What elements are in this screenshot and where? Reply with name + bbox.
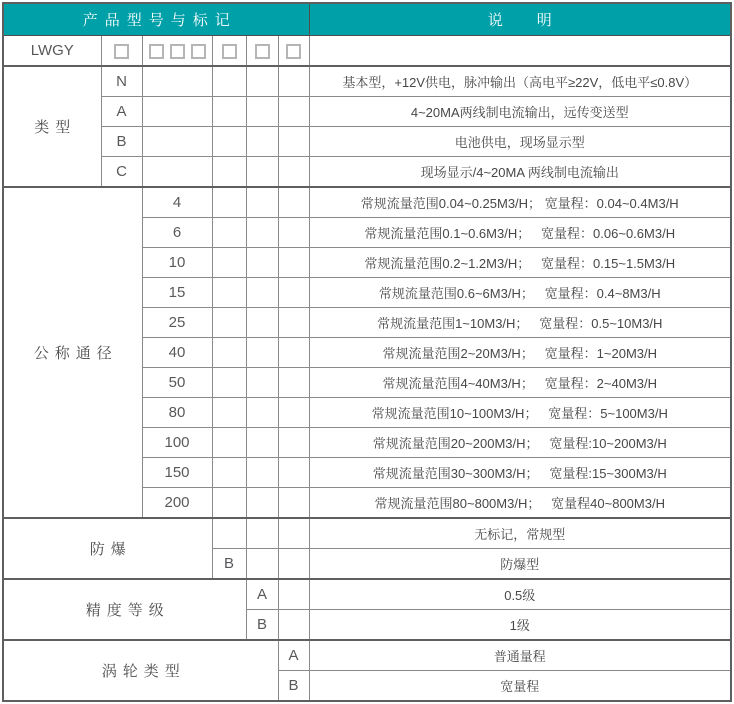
empty-cell: [246, 278, 278, 308]
accuracy-description: 0.5级: [309, 579, 731, 610]
diameter-description: 常规流量范围10~100M3/H； 宽量程：5~100M3/H: [309, 398, 731, 428]
empty-cell: [278, 66, 309, 97]
empty-cell: [278, 458, 309, 488]
empty-cell: [246, 157, 278, 188]
empty-cell: [278, 218, 309, 248]
explosion-code: B: [212, 549, 246, 580]
empty-cell: [212, 308, 246, 338]
diameter-description: 常规流量范围0.1~0.6M3/H； 宽量程：0.06~0.6M3/H: [309, 218, 731, 248]
turbine-row: [3, 640, 731, 671]
type-code: C: [101, 157, 142, 188]
diameter-description: 常规流量范围1~10M3/H； 宽量程：0.5~10M3/H: [309, 308, 731, 338]
empty-cell: [212, 218, 246, 248]
model-prefix: LWGY: [3, 36, 101, 67]
type-row: [3, 97, 731, 127]
section-label-explosion: 防爆: [3, 518, 212, 579]
empty-cell: [278, 278, 309, 308]
diameter-size: 150: [142, 458, 212, 488]
empty-cell: [278, 97, 309, 127]
empty-cell: [212, 428, 246, 458]
empty-cell: [278, 187, 309, 218]
empty-cell: [246, 66, 278, 97]
empty-cell: [246, 518, 278, 549]
type-description: 现场显示/4~20MA 两线制电流输出: [309, 157, 731, 188]
turbine-description: 普通量程: [309, 640, 731, 671]
turbine-description: 宽量程: [309, 671, 731, 702]
diameter-size: 80: [142, 398, 212, 428]
empty-cell: [278, 518, 309, 549]
empty-cell: [246, 458, 278, 488]
empty-cell: [278, 579, 309, 610]
type-code: B: [101, 127, 142, 157]
placeholder-box-icon: [255, 44, 270, 59]
empty-cell: [212, 187, 246, 218]
diameter-size: 200: [142, 488, 212, 519]
model-digit-cell-2: [142, 36, 212, 67]
accuracy-description: 1级: [309, 610, 731, 641]
diameter-size: 40: [142, 338, 212, 368]
empty-cell: [246, 187, 278, 218]
model-spec-table: [2, 2, 732, 702]
empty-cell: [246, 428, 278, 458]
placeholder-box-icon: [170, 44, 185, 59]
empty-cell: [246, 549, 278, 580]
section-label-diameter: 公称通径: [3, 187, 142, 518]
model-digit-cell-3: [212, 36, 246, 67]
explosion-description: 无标记，常规型: [309, 518, 731, 549]
empty-cell: [142, 66, 212, 97]
empty-cell: [142, 127, 212, 157]
type-description: 基本型，+12V供电，脉冲输出（高电平≥22V，低电平≤0.8V）: [309, 66, 731, 97]
diameter-size: 15: [142, 278, 212, 308]
model-digit-cell-4: [246, 36, 278, 67]
turbine-code: B: [278, 671, 309, 702]
header-model-marking: 产品型号与标记: [3, 3, 309, 36]
empty-cell: [212, 66, 246, 97]
empty-cell: [212, 398, 246, 428]
empty-cell: [246, 127, 278, 157]
diameter-size: 100: [142, 428, 212, 458]
diameter-description: 常规流量范围2~20M3/H； 宽量程：1~20M3/H: [309, 338, 731, 368]
empty-cell: [212, 458, 246, 488]
header-description: 说明: [309, 3, 731, 36]
type-code: N: [101, 66, 142, 97]
diameter-size: 25: [142, 308, 212, 338]
empty-cell: [278, 157, 309, 188]
diameter-description: 常规流量范围0.04~0.25M3/H； 宽量程：0.04~0.4M3/H: [309, 187, 731, 218]
turbine-code: A: [278, 640, 309, 671]
explosion-description: 防爆型: [309, 549, 731, 580]
accuracy-code: A: [246, 579, 278, 610]
diameter-row: [3, 187, 731, 218]
empty-cell: [246, 248, 278, 278]
type-code: A: [101, 97, 142, 127]
placeholder-box-icon: [191, 44, 206, 59]
accuracy-row: [3, 579, 731, 610]
type-row: [3, 157, 731, 188]
empty-cell: [212, 278, 246, 308]
accuracy-code: B: [246, 610, 278, 641]
empty-cell: [246, 488, 278, 519]
empty-cell: [246, 368, 278, 398]
empty-cell: [278, 398, 309, 428]
table-header-row: [3, 3, 731, 36]
placeholder-box-icon: [222, 44, 237, 59]
type-row: [3, 127, 731, 157]
diameter-description: 常规流量范围80~800M3/H； 宽量程40~800M3/H: [309, 488, 731, 519]
empty-cell: [278, 127, 309, 157]
diameter-description: 常规流量范围0.6~6M3/H； 宽量程：0.4~8M3/H: [309, 278, 731, 308]
section-label-accuracy: 精度等级: [3, 579, 246, 640]
empty-cell: [278, 308, 309, 338]
diameter-size: 50: [142, 368, 212, 398]
empty-cell: [278, 610, 309, 641]
diameter-size: 6: [142, 218, 212, 248]
section-label-turbine: 涡轮类型: [3, 640, 278, 701]
empty-cell: [212, 338, 246, 368]
empty-cell: [309, 36, 731, 67]
empty-cell: [212, 97, 246, 127]
type-description: 电池供电，现场显示型: [309, 127, 731, 157]
section-label-type: 类型: [3, 66, 101, 187]
empty-cell: [278, 248, 309, 278]
placeholder-box-icon: [286, 44, 301, 59]
type-row: [3, 66, 731, 97]
empty-cell: [142, 157, 212, 188]
empty-cell: [212, 488, 246, 519]
empty-cell: [212, 127, 246, 157]
diameter-description: 常规流量范围0.2~1.2M3/H； 宽量程：0.15~1.5M3/H: [309, 248, 731, 278]
empty-cell: [212, 157, 246, 188]
diameter-description: 常规流量范围20~200M3/H； 宽量程:10~200M3/H: [309, 428, 731, 458]
empty-cell: [246, 97, 278, 127]
type-description: 4~20MA两线制电流输出，远传变送型: [309, 97, 731, 127]
empty-cell: [246, 308, 278, 338]
empty-cell: [212, 248, 246, 278]
empty-cell: [246, 338, 278, 368]
diameter-size: 4: [142, 187, 212, 218]
empty-cell: [246, 398, 278, 428]
diameter-description: 常规流量范围4~40M3/H； 宽量程：2~40M3/H: [309, 368, 731, 398]
empty-cell: [142, 97, 212, 127]
empty-cell: [278, 368, 309, 398]
empty-cell: [278, 488, 309, 519]
empty-cell: [278, 549, 309, 580]
explosion-row: [3, 518, 731, 549]
placeholder-box-icon: [114, 44, 129, 59]
placeholder-box-icon: [149, 44, 164, 59]
empty-cell: [278, 338, 309, 368]
empty-cell: [212, 368, 246, 398]
diameter-size: 10: [142, 248, 212, 278]
model-code-row: [3, 36, 731, 67]
empty-cell: [246, 218, 278, 248]
model-digit-cell-1: [101, 36, 142, 67]
empty-cell: [278, 428, 309, 458]
model-digit-cell-5: [278, 36, 309, 67]
diameter-description: 常规流量范围30~300M3/H； 宽量程:15~300M3/H: [309, 458, 731, 488]
explosion-code: [212, 518, 246, 549]
